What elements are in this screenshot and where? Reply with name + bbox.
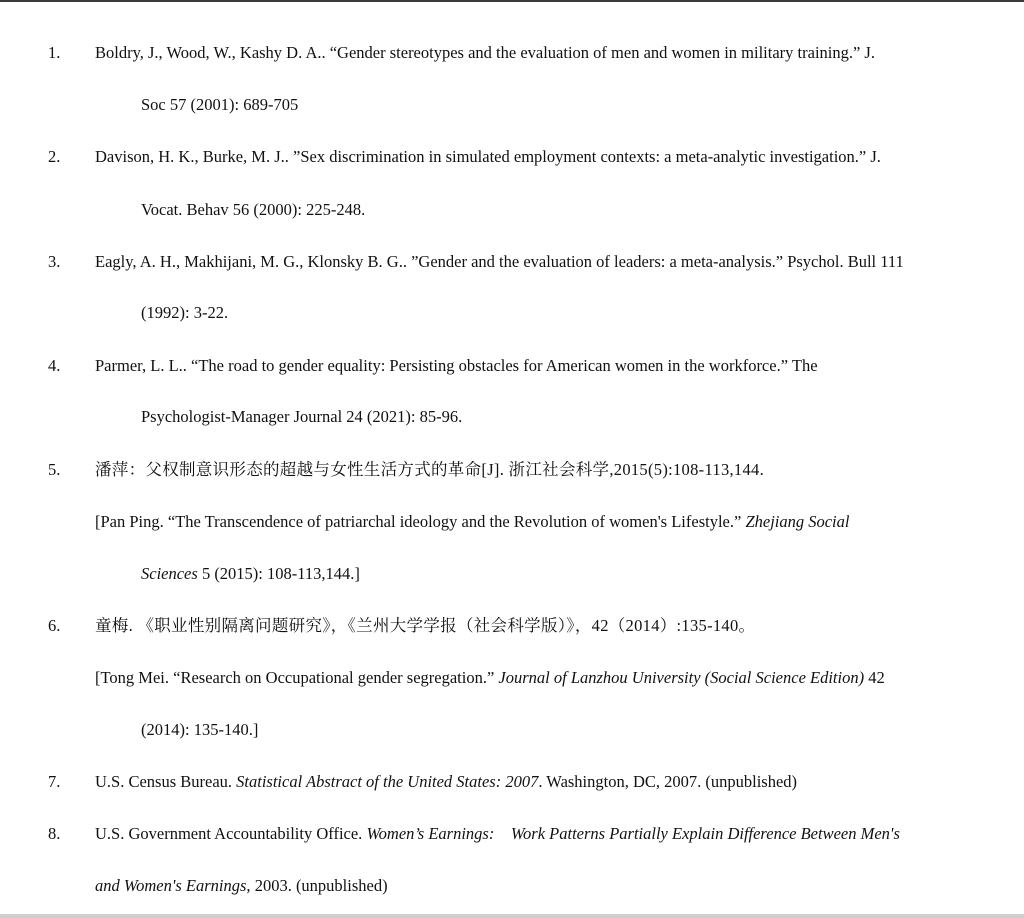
ref-journal-title: Sciences xyxy=(141,564,198,583)
ref-translation-text: 5 (2015): 108-113,144.] xyxy=(197,564,360,583)
ref-number: 3. xyxy=(48,252,61,271)
ref-text-chinese: 潘萍：父权制意识形态的超越与女性生活方式的革命[J]. 浙江社会科学,2015(5):108-113,144. xyxy=(95,460,764,479)
bottom-border xyxy=(0,914,1024,918)
ref-journal-title: Journal of Lanzhou University (Social Science Edition) xyxy=(498,668,865,687)
ref-number: 7. xyxy=(48,772,61,791)
ref-details: 2003. (unpublished) xyxy=(250,876,388,895)
ref-translation xyxy=(95,512,849,532)
ref-title: Women’s Earnings: Work Patterns Partially Explain Difference Between Men's xyxy=(366,824,900,843)
ref-text-continued: Vocat. Behav 56 (2000): 225-248. xyxy=(141,200,366,219)
ref-title: and Women's Earnings, xyxy=(95,876,251,895)
ref-translation-text: [Pan Ping. “The Transcendence of patriarchal ideology and the Revolution of women's Lifestyle.” xyxy=(95,512,746,531)
ref-journal-title: Zhejiang Social xyxy=(745,512,850,531)
ref-translation-text: 42 xyxy=(864,668,885,687)
ref-title: Statistical Abstract of the United States: 2007 xyxy=(236,772,539,791)
ref-translation-text: [Tong Mei. “Research on Occupational gender segregation.” xyxy=(95,668,499,687)
ref-text: Parmer, L. L.. “The road to gender equality: Persisting obstacles for American women in the workforce.” The xyxy=(95,356,818,375)
ref-text-continued: Soc 57 (2001): 689-705 xyxy=(141,95,299,114)
ref-number: 2. xyxy=(48,147,61,166)
ref-text xyxy=(95,772,797,792)
ref-author: U.S. Government Accountability Office. xyxy=(95,824,367,843)
ref-details: . Washington, DC, 2007. (unpublished) xyxy=(538,772,798,791)
ref-text-continued: (1992): 3-22. xyxy=(141,303,229,322)
top-border xyxy=(0,0,1024,2)
ref-number: 8. xyxy=(48,824,61,843)
ref-text: Davison, H. K., Burke, M. J.. ”Sex discrimination in simulated employment contexts: a meta-analytic investigation.” J. xyxy=(95,147,881,166)
ref-number: 4. xyxy=(48,356,61,375)
ref-author: U.S. Census Bureau. xyxy=(95,772,237,791)
ref-number: 1. xyxy=(48,43,61,62)
ref-text: Eagly, A. H., Makhijani, M. G., Klonsky B. G.. ”Gender and the evaluation of leaders: a meta-analysis.” Psychol. Bull 111 xyxy=(95,252,904,271)
ref-number: 5. xyxy=(48,460,61,479)
ref-text xyxy=(95,824,900,844)
ref-text: Boldry, J., Wood, W., Kashy D. A.. “Gender stereotypes and the evaluation of men and women in military training.” J. xyxy=(95,43,875,62)
ref-number: 6. xyxy=(48,616,61,635)
ref-translation-continued: (2014): 135-140.] xyxy=(141,720,259,739)
ref-text-chinese: 童梅. 《职业性别隔离问题研究》，《兰州大学学报（社会科学版）》，42（2014）:135-140。 xyxy=(95,616,756,635)
ref-translation xyxy=(95,668,885,688)
ref-text-continued xyxy=(95,876,388,896)
ref-text-continued: Psychologist-Manager Journal 24 (2021): 85-96. xyxy=(141,407,463,426)
ref-translation-continued xyxy=(141,564,360,584)
